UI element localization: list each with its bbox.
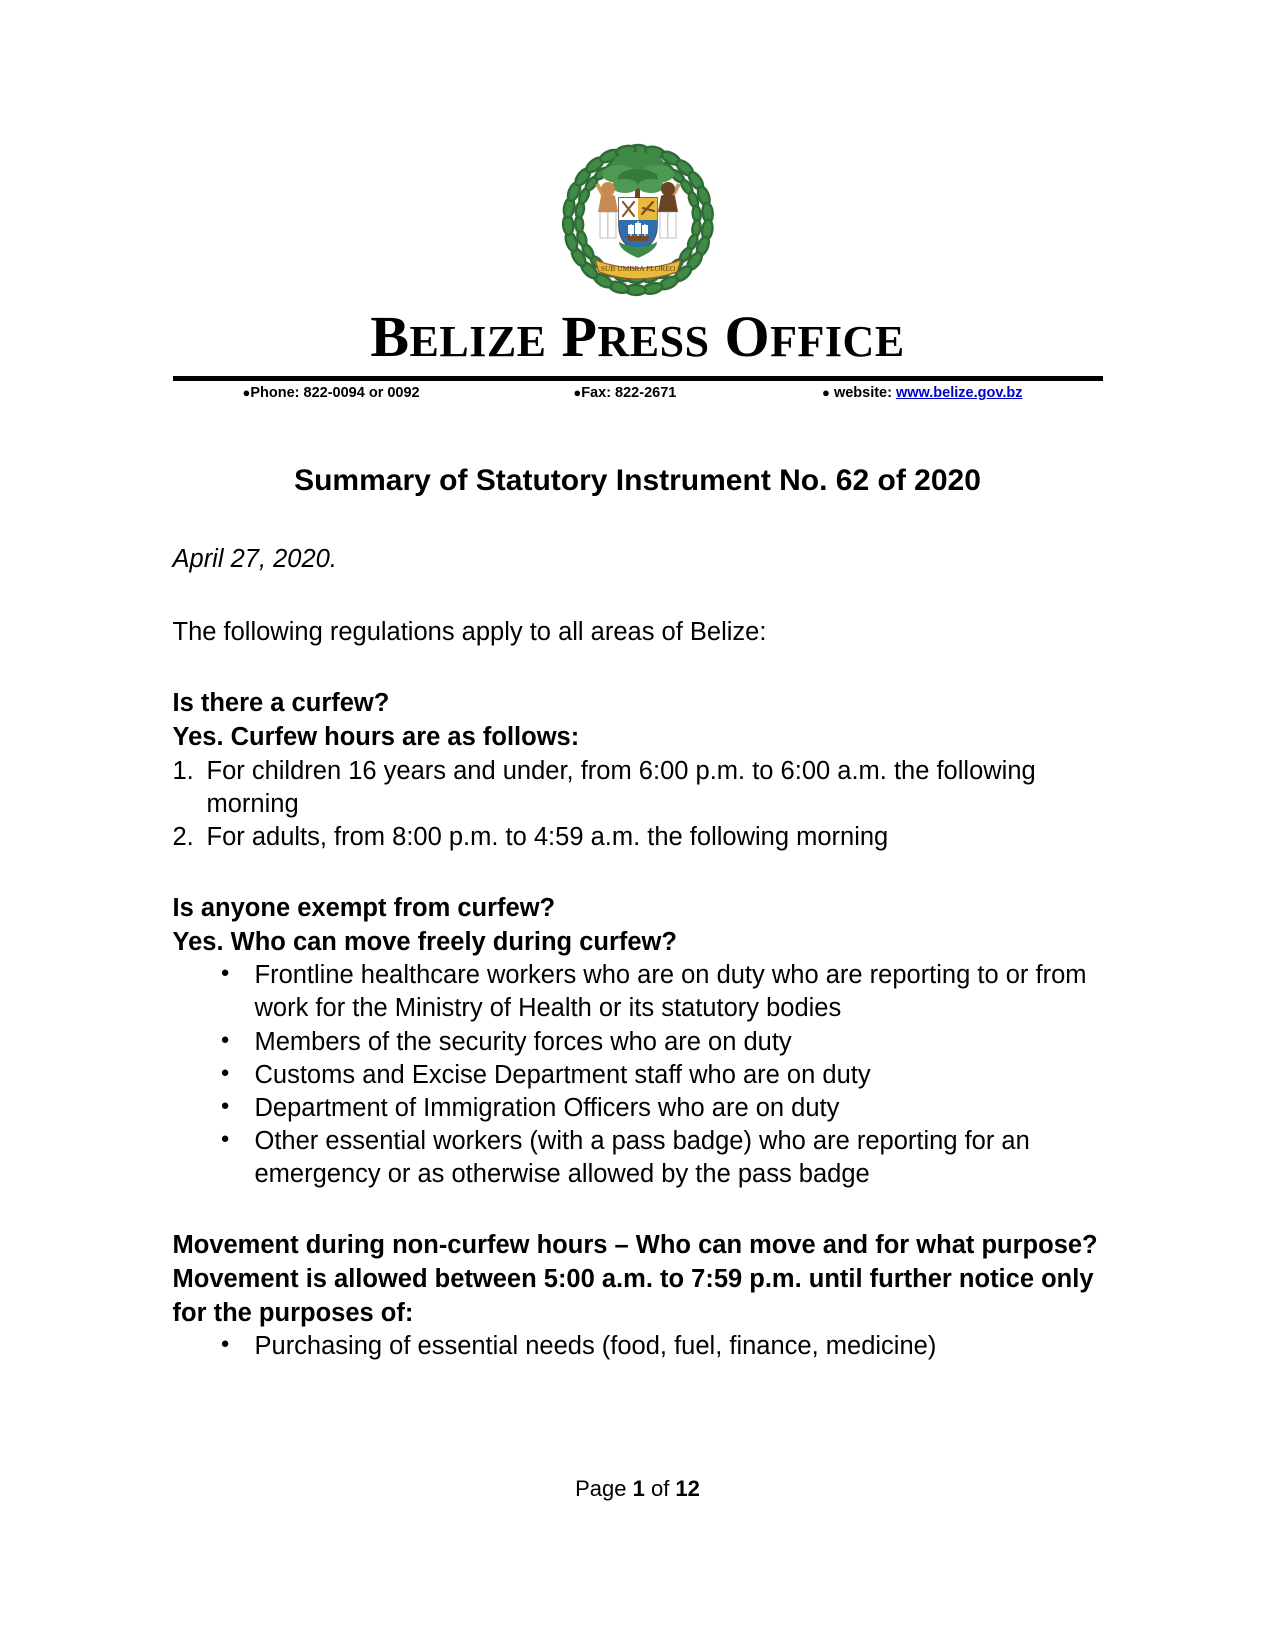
page-footer xyxy=(0,1476,1275,1502)
phone-contact xyxy=(243,385,420,401)
list-item xyxy=(173,821,1103,854)
bullet-icon: ● xyxy=(573,385,582,400)
organization-title: BELIZE PRESS OFFICE xyxy=(370,304,905,369)
belize-coat-of-arms-icon xyxy=(543,132,733,302)
footer-middle: of xyxy=(644,1476,676,1501)
section-answer: Yes. Curfew hours are as follows: xyxy=(172,722,580,751)
dateline: April 27, 2020. xyxy=(172,545,337,573)
list-item: ● Frontline healthcare workers who are on duty who are reporting to or from work for the Ministry of Health or its statutory bodies xyxy=(219,959,1103,1025)
page-title: Summary of Statutory Instrument No. 62 of 2020 xyxy=(294,464,981,497)
website-contact xyxy=(822,385,1022,401)
allowed-purposes-list xyxy=(173,1330,1103,1363)
list-item: ● Customs and Excise Department staff who are on duty xyxy=(219,1059,1103,1092)
bullet-icon: ● xyxy=(242,385,251,400)
section-answer: Yes. Who can move freely during curfew? xyxy=(172,927,677,956)
exempt-persons-list xyxy=(173,959,1103,1191)
footer-prefix: Page xyxy=(575,1476,633,1501)
phone-text: Phone: 822-0094 or 0092 xyxy=(250,385,420,401)
curfew-hours-list xyxy=(173,755,1103,854)
document-body xyxy=(173,401,1103,1363)
section-non-curfew-movement xyxy=(173,1229,1103,1363)
footer-total-pages: 12 xyxy=(675,1476,700,1501)
bullet-icon: ● xyxy=(822,385,830,400)
list-item-text: For children 16 years and under, from 6:00 p.m. to 6:00 a.m. the following morning xyxy=(206,756,1036,818)
section-curfew-exemptions xyxy=(173,892,1103,1191)
letterhead-divider xyxy=(173,376,1103,381)
contact-info-row xyxy=(173,385,1103,401)
section-answer: Movement is allowed between 5:00 a.m. to 7:59 p.m. until further notice only for the purposes of: xyxy=(172,1264,1094,1327)
list-item: ● Department of Immigration Officers who are on duty xyxy=(219,1092,1103,1125)
list-item-number: 2. xyxy=(172,822,194,851)
section-question: Is there a curfew? xyxy=(172,689,390,718)
intro-paragraph: The following regulations apply to all areas of Belize: xyxy=(172,618,767,647)
website-label: website: xyxy=(833,385,892,401)
list-item-number: 1. xyxy=(172,756,194,785)
section-question: Movement during non-curfew hours – Who can move and for what purpose? xyxy=(172,1231,1098,1260)
section-curfew xyxy=(173,687,1103,854)
letterhead xyxy=(0,0,1275,401)
section-question: Is anyone exempt from curfew? xyxy=(172,894,556,923)
website-link[interactable]: www.belize.gov.bz xyxy=(895,385,1023,401)
crest-motto-text: SUB UMBRA FLOREO xyxy=(600,264,675,273)
list-item xyxy=(173,755,1103,821)
fax-text: Fax: 822-2671 xyxy=(581,385,677,401)
list-item: ● Purchasing of essential needs (food, fuel, finance, medicine) xyxy=(219,1330,1103,1363)
list-item-text: For adults, from 8:00 p.m. to 4:59 a.m. the following morning xyxy=(206,822,889,851)
list-item: ● Other essential workers (with a pass badge) who are reporting for an emergency or as otherwise allowed by the pass badge xyxy=(219,1125,1103,1191)
list-item: ● Members of the security forces who are on duty xyxy=(219,1026,1103,1059)
fax-contact xyxy=(573,385,676,401)
footer-current-page: 1 xyxy=(632,1476,645,1501)
